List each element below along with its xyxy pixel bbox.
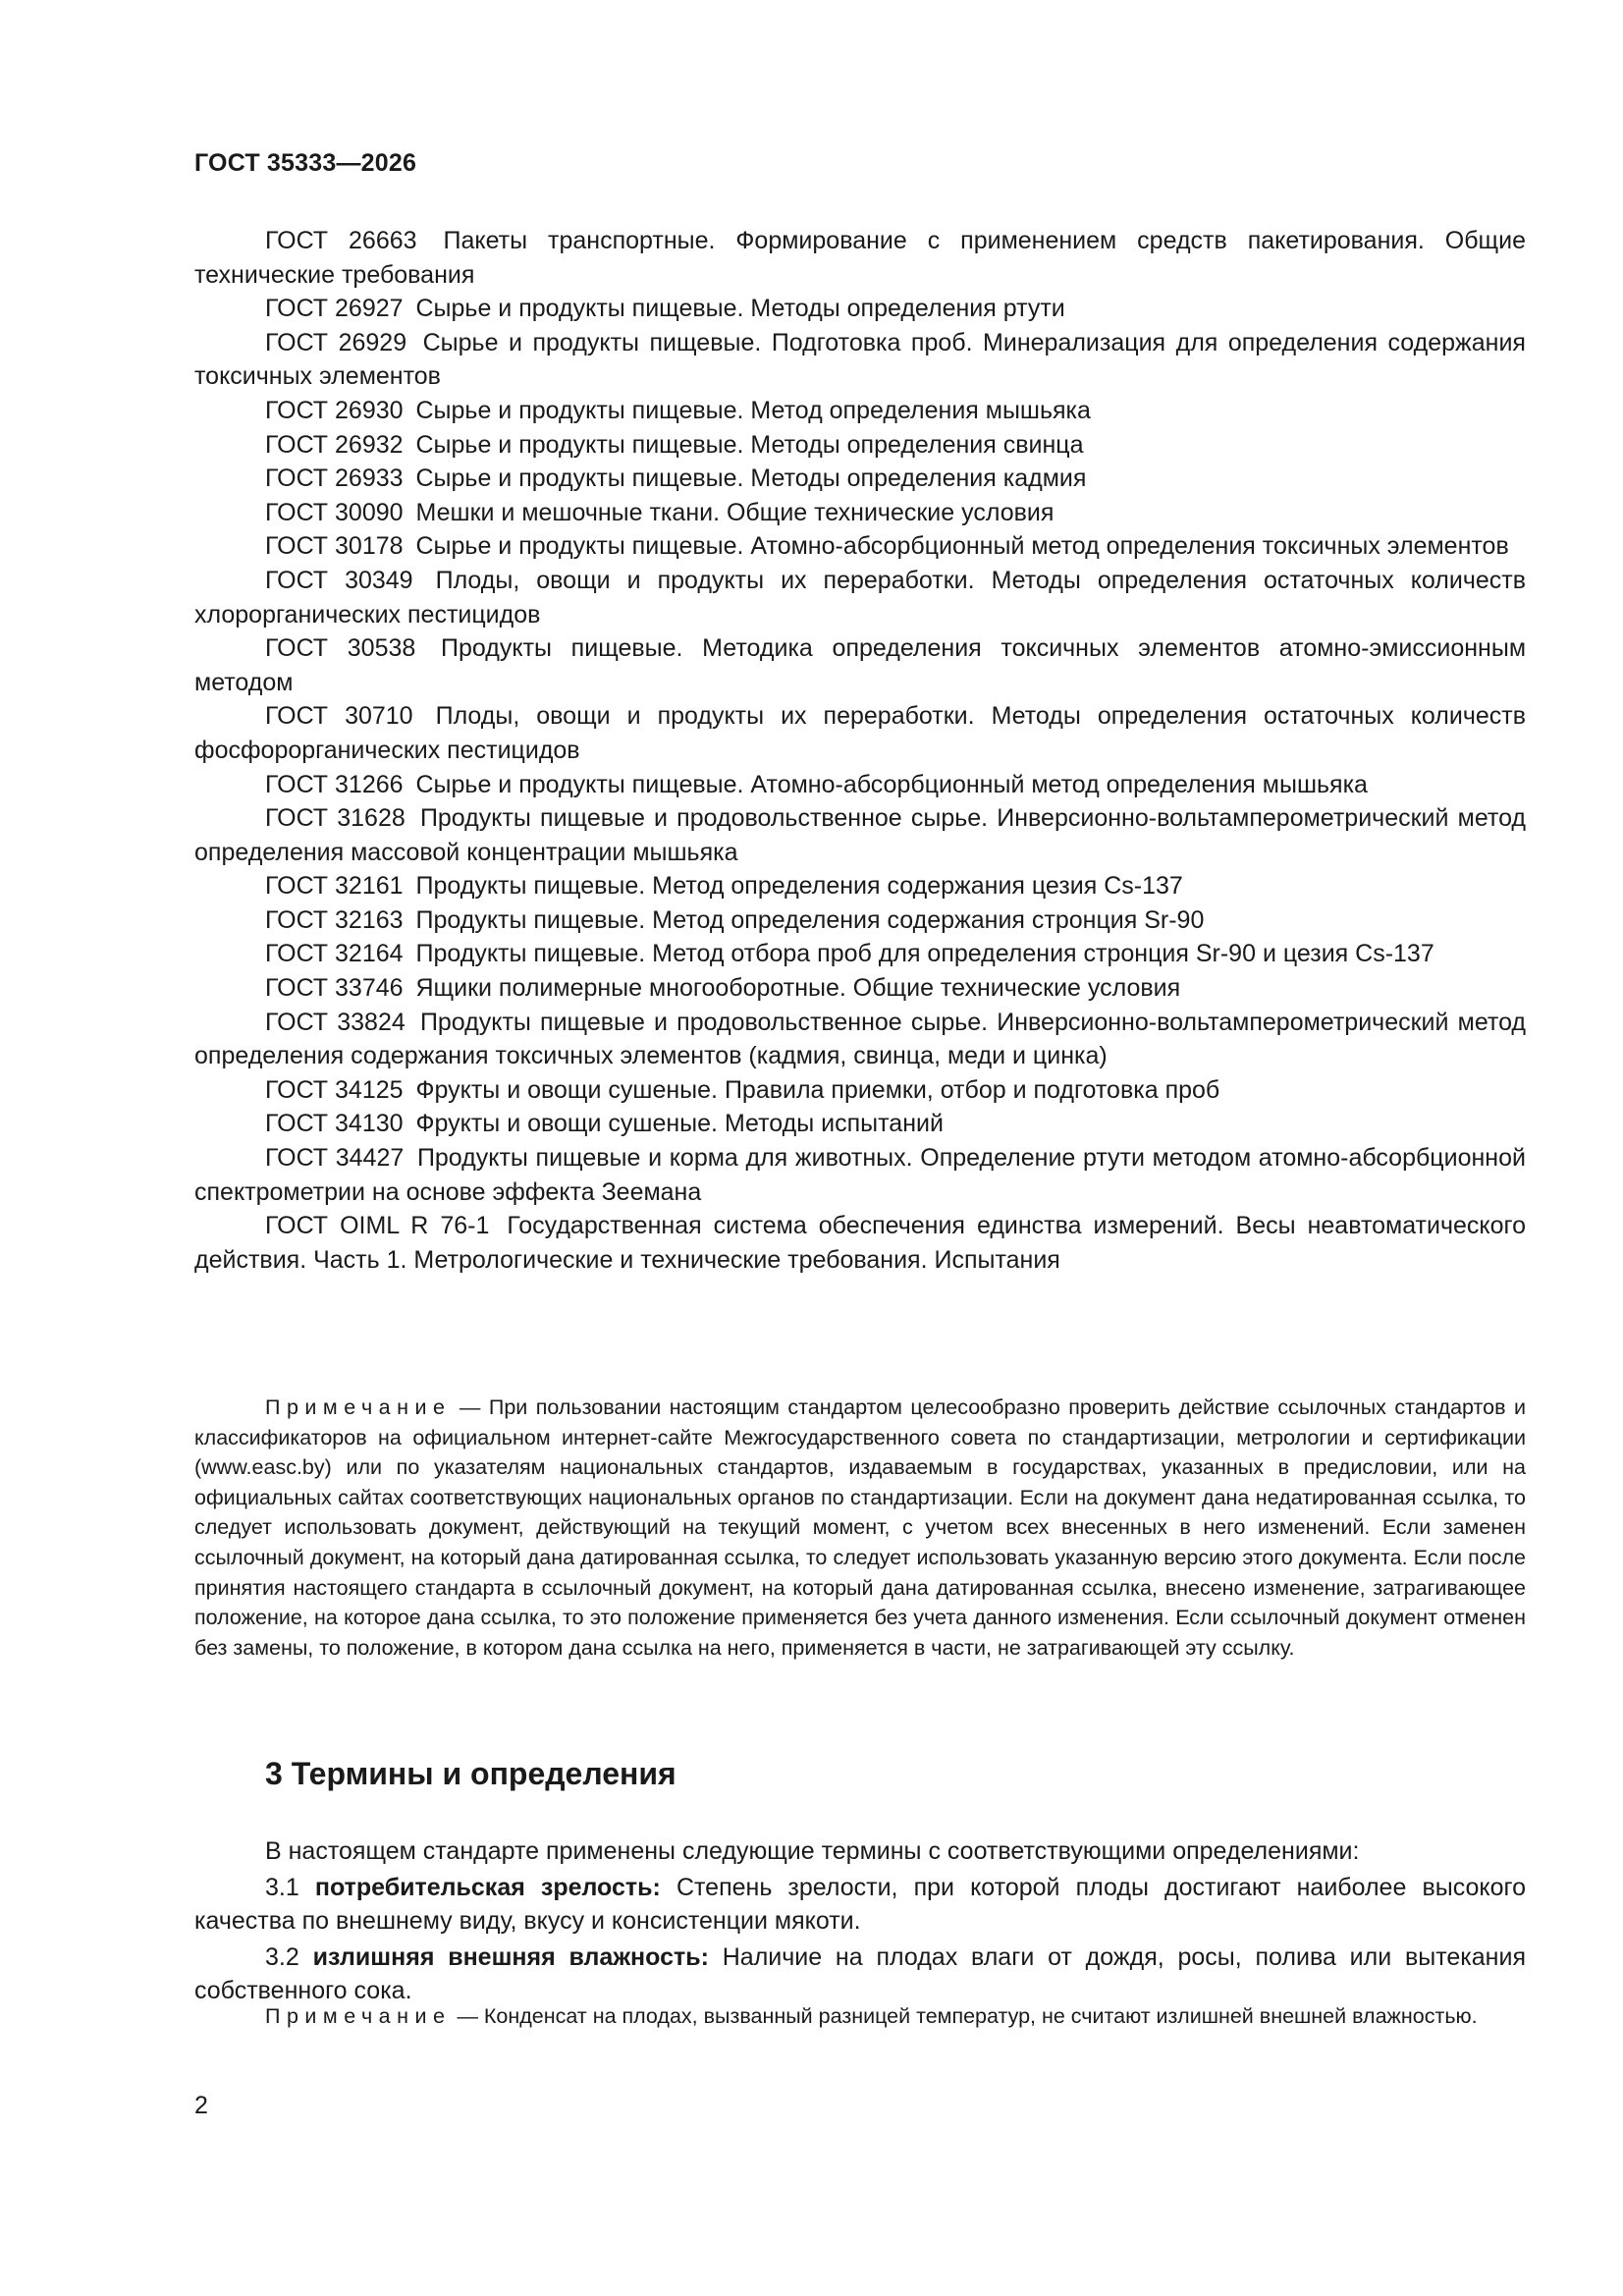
term-definition: Степень зрелости, при которой плоды достигают наиболее высокого качества по внешнему виду, вкусу и консистенции мякоти. bbox=[194, 1873, 1526, 1936]
section-title: 3 Термины и определения bbox=[265, 1756, 676, 1791]
reference-item bbox=[194, 224, 1526, 292]
reference-title: Продукты пищевые и продовольственное сырье. Инверсионно-вольтамперометрический метод определения содержания токсичных элементов (кадмия, свинца, меди и цинка) bbox=[194, 1008, 1527, 1070]
reference-item bbox=[194, 869, 1526, 903]
reference-code: ГОСТ 30710 bbox=[265, 702, 413, 731]
document-header: ГОСТ 35333—2026 bbox=[194, 149, 417, 177]
reference-title: Сырье и продукты пищевые. Методы определения кадмия bbox=[415, 465, 1087, 493]
page-number: 2 bbox=[194, 2092, 208, 2119]
reference-title: Сырье и продукты пищевые. Методы определения ртути bbox=[415, 295, 1065, 323]
reference-title: Сырье и продукты пищевые. Методы определения свинца bbox=[415, 430, 1084, 459]
reference-item bbox=[194, 496, 1526, 530]
reference-code: ГОСТ 26930 bbox=[265, 396, 404, 424]
reference-code: ГОСТ 26932 bbox=[265, 430, 404, 459]
reference-item bbox=[194, 903, 1526, 938]
term-name: потребительская зрелость: bbox=[314, 1873, 661, 1901]
reference-item bbox=[194, 631, 1526, 699]
reference-title: Плоды, овощи и продукты их переработки. Методы определения остаточных количеств фосфорорганических пестицидов bbox=[194, 702, 1526, 764]
term-item bbox=[194, 1941, 1526, 2008]
reference-code: ГОСТ 34130 bbox=[265, 1110, 404, 1138]
reference-item bbox=[194, 326, 1526, 394]
reference-code: ГОСТ 30349 bbox=[265, 566, 413, 594]
note-label: Примечание bbox=[265, 1395, 452, 1419]
term-definition: Наличие на плодах влаги от дождя, росы, полива или вытекания собственного сока. bbox=[194, 1942, 1526, 2005]
reference-title: Фрукты и овощи сушеные. Правила приемки, отбор и подготовка проб bbox=[415, 1075, 1220, 1104]
note-text: — При пользовании настоящим стандартом целесообразно проверить действие ссылочных стандартов и классификаторов на официальном интернет-сайте Межгосударственного совета по стандартизации, метрологии и сертификации (www.easc.by) или по указателям национальных стандартов, издаваемым в государствах, указанных в предисловии, или на официальных сайтах соответствующих национальных органов по стандартизации. Если на документ дана недатированная ссылка, то следует использовать документ, действующий на текущий момент, с учетом всех внесенных в него изменений. Если заменен ссылочный документ, на который дана датированная ссылка, то следует использовать указанную версию этого документа. Если после принятия настоящего стандарта в ссылочный документ, на который дана датированная ссылка, внесено изменение, затрагивающее положение, на которое дана ссылка, то это положение применяется без учета данного изменения. Если ссылочный документ отменен без замены, то положение, в котором дана ссылка на него, применяется в части, не затрагивающей эту ссылку. bbox=[194, 1395, 1526, 1660]
term-number: 3.2 bbox=[265, 1942, 299, 1971]
term-number: 3.1 bbox=[265, 1873, 299, 1901]
reference-code: ГОСТ 26929 bbox=[265, 328, 407, 356]
reference-title: Мешки и мешочные ткани. Общие технические условия bbox=[415, 498, 1055, 526]
term-name: излишняя внешняя влажность: bbox=[312, 1942, 709, 1971]
reference-title: Плоды, овощи и продукты их переработки. Методы определения остаточных количеств хлорорганических пестицидов bbox=[194, 566, 1526, 629]
reference-item bbox=[194, 937, 1526, 971]
reference-code: ГОСТ 31266 bbox=[265, 770, 404, 798]
reference-item bbox=[194, 1209, 1526, 1277]
term-item bbox=[194, 1871, 1526, 1939]
reference-code: ГОСТ 33824 bbox=[265, 1008, 406, 1036]
reference-code: ГОСТ 32161 bbox=[265, 872, 404, 901]
reference-title: Продукты пищевые и корма для животных. Определение ртути методом атомно-абсорбционной спектрометрии на основе эффекта Зеемана bbox=[194, 1144, 1526, 1206]
reference-item bbox=[194, 768, 1526, 802]
reference-code: ГОСТ 30178 bbox=[265, 532, 404, 561]
reference-item bbox=[194, 428, 1526, 463]
reference-title: Продукты пищевые. Метод отбора проб для определения стронция Sr-90 и цезия Cs-137 bbox=[415, 940, 1434, 968]
reference-item bbox=[194, 971, 1526, 1006]
note-terms bbox=[194, 2001, 1526, 2032]
reference-code: ГОСТ 33746 bbox=[265, 974, 404, 1003]
reference-code: ГОСТ 34427 bbox=[265, 1144, 405, 1173]
reference-title: Сырье и продукты пищевые. Атомно-абсорбционный метод определения мышьяка bbox=[415, 770, 1368, 798]
reference-list bbox=[194, 224, 1526, 1277]
reference-title: Продукты пищевые. Метод определения содержания цезия Cs-137 bbox=[415, 872, 1183, 901]
reference-item bbox=[194, 394, 1526, 428]
reference-code: ГОСТ 34125 bbox=[265, 1075, 404, 1104]
note-text: — Конденсат на плодах, вызванный разницей температур, не считают излишней внешней влажностью. bbox=[457, 2004, 1478, 2028]
reference-item bbox=[194, 1073, 1526, 1108]
reference-code: ГОСТ OIML R 76-1 bbox=[265, 1212, 490, 1240]
reference-item bbox=[194, 1107, 1526, 1141]
reference-title: Сырье и продукты пищевые. Метод определения мышьяка bbox=[415, 396, 1091, 424]
reference-code: ГОСТ 31628 bbox=[265, 804, 406, 833]
reference-code: ГОСТ 26933 bbox=[265, 465, 404, 493]
reference-title: Государственная система обеспечения единства измерений. Весы неавтоматического действия. Часть 1. Метрологические и технические требования. Испытания bbox=[194, 1212, 1527, 1274]
reference-code: ГОСТ 30090 bbox=[265, 498, 404, 526]
reference-item bbox=[194, 292, 1526, 326]
reference-code: ГОСТ 32164 bbox=[265, 940, 404, 968]
reference-item bbox=[194, 801, 1526, 869]
reference-title: Продукты пищевые. Методика определения токсичных элементов атомно-эмиссионным методом bbox=[194, 634, 1527, 696]
reference-item bbox=[194, 1006, 1526, 1073]
reference-item bbox=[194, 564, 1526, 631]
reference-code: ГОСТ 32163 bbox=[265, 905, 404, 934]
terms-block bbox=[194, 1834, 1526, 2010]
reference-item bbox=[194, 699, 1526, 767]
note-label: Примечание bbox=[265, 2004, 452, 2028]
reference-item bbox=[194, 462, 1526, 496]
reference-title: Продукты пищевые. Метод определения содержания стронция Sr-90 bbox=[415, 905, 1205, 934]
reference-title: Продукты пищевые и продовольственное сырье. Инверсионно-вольтамперометрический метод определения массовой концентрации мышьяка bbox=[194, 804, 1527, 866]
reference-title: Фрукты и овощи сушеные. Методы испытаний bbox=[415, 1110, 944, 1138]
reference-item bbox=[194, 1141, 1526, 1209]
reference-code: ГОСТ 30538 bbox=[265, 634, 416, 663]
reference-title: Сырье и продукты пищевые. Атомно-абсорбционный метод определения токсичных элементов bbox=[415, 532, 1509, 561]
note-references bbox=[194, 1393, 1526, 1663]
reference-title: Сырье и продукты пищевые. Подготовка проб. Минерализация для определения содержания токсичных элементов bbox=[194, 328, 1526, 391]
reference-title: Пакеты транспортные. Формирование с применением средств пакетирования. Общие технические требования bbox=[194, 227, 1526, 289]
reference-title: Ящики полимерные многооборотные. Общие технические условия bbox=[415, 974, 1181, 1003]
terms-intro: В настоящем стандарте применены следующие термины с соответствующими определениями: bbox=[265, 1837, 1360, 1865]
reference-code: ГОСТ 26927 bbox=[265, 295, 404, 323]
reference-item bbox=[194, 529, 1526, 564]
reference-code: ГОСТ 26663 bbox=[265, 227, 417, 254]
